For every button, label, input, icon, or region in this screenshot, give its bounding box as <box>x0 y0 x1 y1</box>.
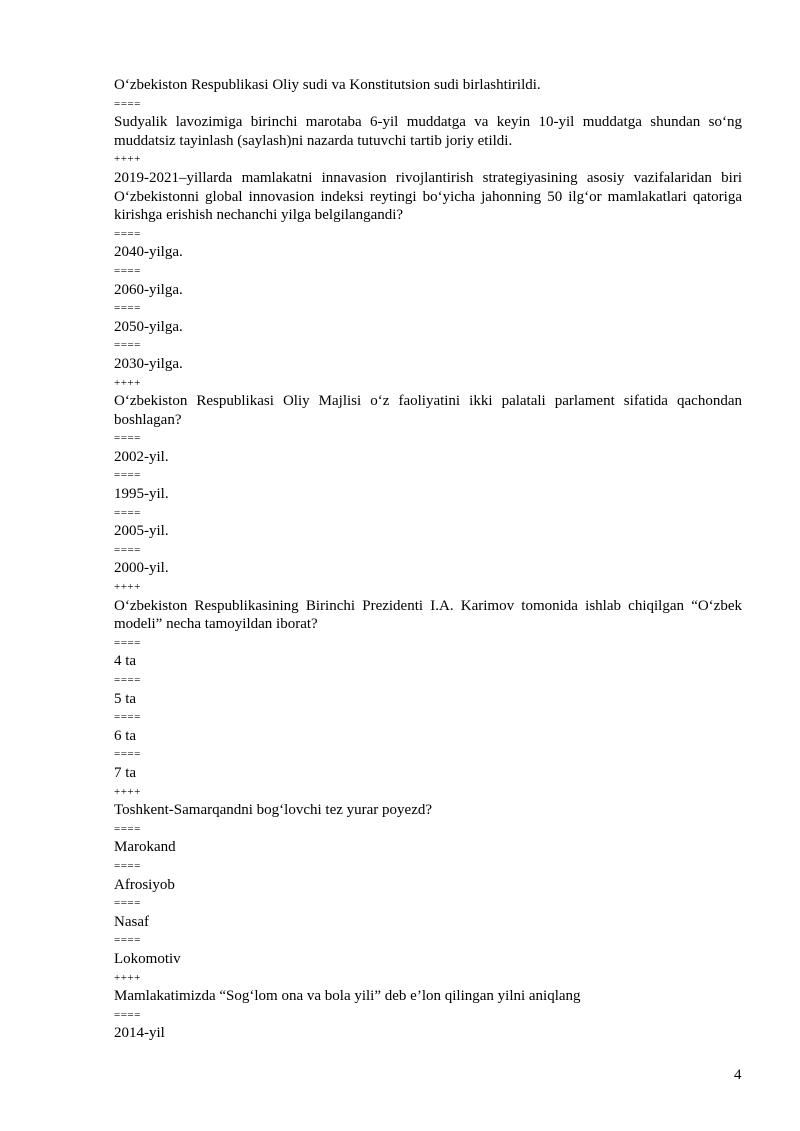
text-line: Lokomotiv <box>114 950 181 967</box>
text-line: 5 ta <box>114 690 137 707</box>
separator-line: ++++ <box>114 971 141 984</box>
separator-line: ++++ <box>114 153 141 166</box>
separator-line: ++++ <box>114 376 141 389</box>
separator-line: ==== <box>114 97 141 110</box>
text-line: 7 ta <box>114 764 137 781</box>
text-line: 2030-yilga. <box>114 355 183 372</box>
separator-line: ==== <box>114 339 141 352</box>
separator-line: ==== <box>114 859 141 872</box>
separator-line: ==== <box>114 674 141 686</box>
text-line: Marokand <box>114 839 176 856</box>
text-line: O‘zbekiston Respublikasi Oliy sudi va Konstitutsion sudi birlashtirildi. <box>114 77 541 93</box>
text-line: 2014-yil <box>114 1025 165 1042</box>
text-line: Afrosiyob <box>114 876 175 893</box>
separator-line: ++++ <box>114 581 141 594</box>
text-line: Mamlakatimizda “Sog‘lom ona va bola yili” deb e’lon qilingan yilni aniqlang <box>114 988 581 1005</box>
text-line: 2050-yilga. <box>114 318 183 335</box>
separator-line: ==== <box>114 469 141 482</box>
separator-line: ==== <box>114 636 141 649</box>
separator-line: ==== <box>114 711 141 724</box>
page-number: 4 <box>734 1067 742 1083</box>
text-line: 2002-yil. <box>114 448 169 465</box>
separator-line: ++++ <box>114 785 141 798</box>
text-line: 1995-yil. <box>114 486 169 503</box>
text-line: 2040-yilga. <box>114 244 183 261</box>
separator-line: ==== <box>114 748 141 761</box>
separator-line: ==== <box>114 897 141 910</box>
text-line: 2005-yil. <box>114 523 169 540</box>
text-line: 2000-yil. <box>114 560 169 577</box>
document-body <box>114 76 742 1043</box>
text-line: 2019-2021–yillarda mamlakatni innavasion rivojlantirish strategiyasining asosiy vazifalaridan biri O‘zbekistonni global innovasion indeksi reytingi bo‘yicha jahonning 50 ilg‘or mamlakatlari qatoriga kirishga erishish nechanchi yilga belgilangandi? <box>114 169 742 224</box>
text-line: 4 ta <box>114 653 137 670</box>
text-line: Sudyalik lavozimiga birinchi marotaba 6-yil muddatga va keyin 10-yil muddatga shundan so‘ng muddatsiz tayinlash (saylash)ni nazarda tutuvchi tartib joriy etildi. <box>114 114 742 149</box>
text-line: O‘zbekiston Respublikasi Oliy Majlisi o‘z faoliyatini ikki palatali parlament sifatida qachondan boshlagan? <box>114 393 742 428</box>
separator-line: ==== <box>114 506 141 519</box>
separator-line: ==== <box>114 264 141 277</box>
separator-line: ==== <box>114 1008 141 1021</box>
separator-line: ==== <box>114 302 141 315</box>
text-line: Toshkent-Samarqandni bog‘lovchi tez yurar poyezd? <box>114 802 433 819</box>
text-line: O‘zbekiston Respublikasining Birinchi Prezidenti I.A. Karimov tomonida ishlab chiqilgan “O‘zbek modeli” necha tamoyildan iborat? <box>114 597 742 633</box>
text-line: 6 ta <box>114 727 137 744</box>
separator-line: ==== <box>114 934 141 947</box>
separator-line: ==== <box>114 227 141 240</box>
separator-line: ==== <box>114 432 141 445</box>
separator-line: ==== <box>114 822 141 835</box>
separator-line: ==== <box>114 543 141 556</box>
text-line: Nasaf <box>114 913 149 930</box>
text-line: 2060-yilga. <box>114 281 183 298</box>
